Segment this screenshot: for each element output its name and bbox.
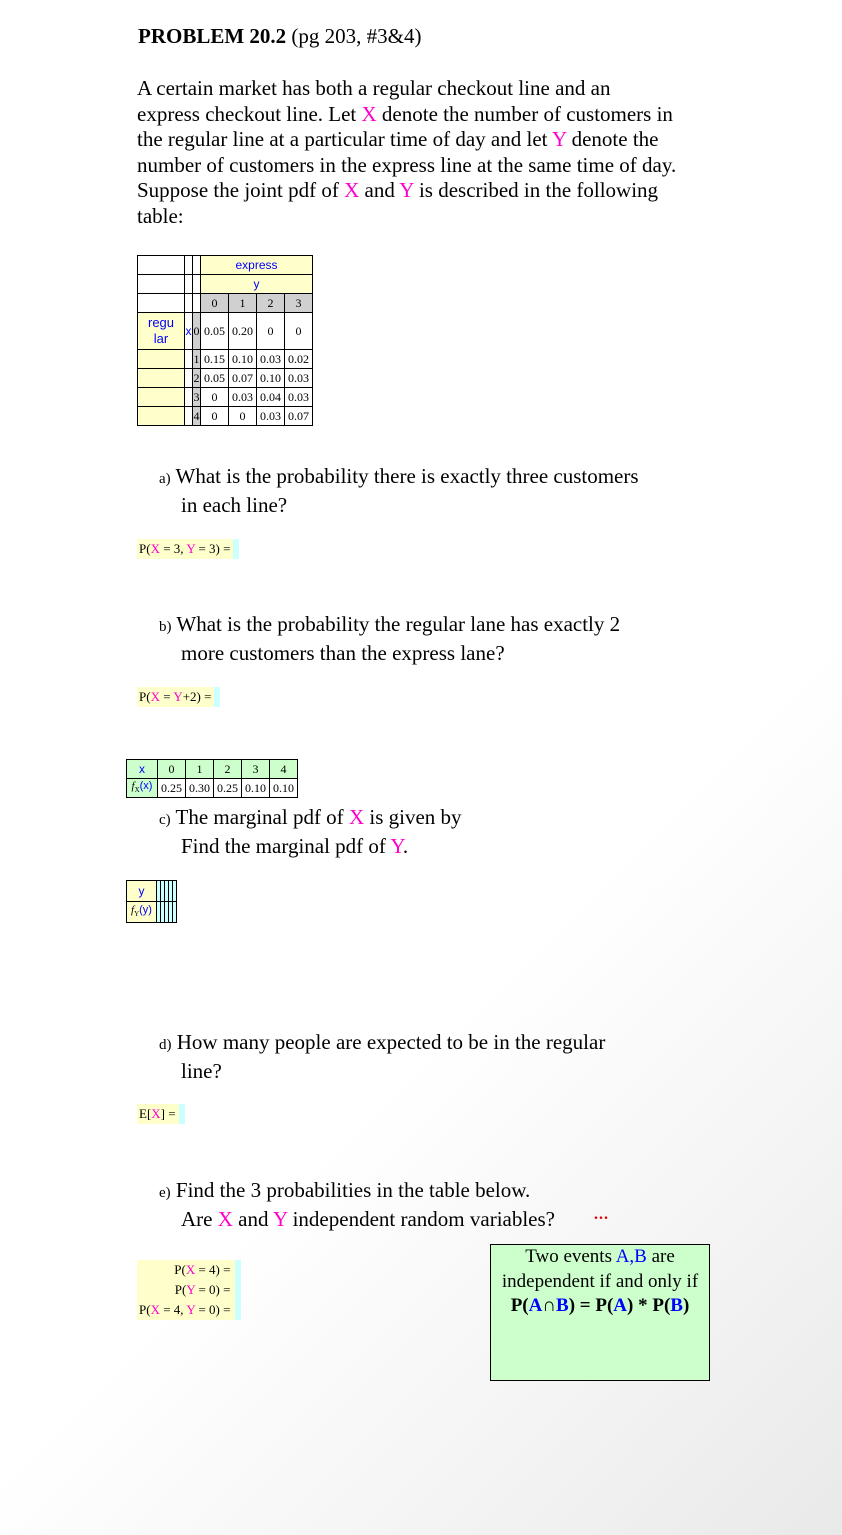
fx-f: f: [131, 780, 135, 793]
joint-cell: 0.03: [257, 350, 285, 369]
express-header: express: [201, 256, 313, 275]
intro-text: A certain market has both a regular checkout line and an express checkout line. Let: [137, 76, 611, 126]
question-b: [159, 611, 620, 666]
joint-cell: 0: [201, 407, 229, 426]
var-y: Y: [272, 1207, 288, 1231]
joint-cell: 0.03: [285, 369, 313, 388]
question-text: How many people are expected to be in the regular: [176, 1030, 606, 1054]
intro-text: and: [359, 178, 400, 203]
question-text: in each line?: [181, 493, 288, 517]
answer-text: +2) =: [182, 689, 212, 704]
table-blank-cell: [138, 369, 185, 388]
table-blank-cell: [193, 256, 201, 275]
answer-text: P(: [139, 541, 151, 556]
fx-arg: (x): [139, 780, 153, 793]
table-blank-cell: [185, 294, 193, 313]
var-y: Y: [186, 1282, 196, 1297]
note-line-2: independent if and only if: [501, 1270, 699, 1292]
answer-input-b[interactable]: [214, 687, 220, 707]
question-text: more customers than the express lane?: [181, 641, 505, 665]
fy-label: [127, 902, 157, 923]
note-event-b: B: [670, 1295, 683, 1316]
note-formula: [491, 1294, 709, 1319]
answer-d: [137, 1104, 185, 1124]
joint-cell: 0: [201, 388, 229, 407]
prob-x4-y0-label: [139, 1300, 230, 1320]
joint-cell: 0: [257, 313, 285, 350]
answer-label: [137, 687, 214, 707]
problem-reference: (pg 203, #3&4): [291, 24, 422, 48]
note-event-b: B: [556, 1295, 569, 1316]
fx-sub: X: [134, 786, 140, 795]
var-x: X: [150, 541, 160, 556]
intro-text: is described in the following table:: [137, 178, 659, 228]
answer-text: = 3,: [159, 541, 187, 556]
joint-cell: 0.03: [257, 407, 285, 426]
answer-text: = 3) =: [195, 541, 231, 556]
note-text: P(: [510, 1295, 529, 1316]
x-value-header: 4: [193, 407, 201, 426]
regular-label-part: lar: [153, 331, 169, 346]
x-value-header: 0: [193, 313, 201, 350]
marginal-x-cell: 0.10: [270, 779, 298, 798]
y-header: y: [201, 275, 313, 294]
joint-cell: 0.03: [285, 388, 313, 407]
x-value-header: 4: [270, 760, 298, 779]
question-text: and: [232, 1207, 273, 1231]
table-blank-cell: [138, 350, 185, 369]
question-text: Find the marginal pdf of: [181, 834, 391, 858]
answer-input-a[interactable]: [233, 539, 239, 559]
regular-label-part: regu: [147, 315, 175, 330]
note-line-1: [491, 1245, 709, 1270]
joint-cell: 0.02: [285, 350, 313, 369]
question-a: [159, 463, 639, 518]
table-blank-cell: [193, 294, 201, 313]
fy-arg: (y): [139, 904, 152, 917]
intersection-symbol: ∩: [542, 1295, 557, 1316]
marginal-y-input[interactable]: [173, 902, 177, 923]
var-x: X: [217, 1207, 233, 1231]
joint-cell: 0.05: [201, 313, 229, 350]
answer-text: ] =: [160, 1106, 176, 1121]
intro-text: denote the number of customers in the express line at the same time of day. Suppose the joint pdf of: [137, 127, 677, 203]
note-event-a: A: [528, 1295, 543, 1316]
joint-cell: 0: [285, 313, 313, 350]
joint-cell: 0.15: [201, 350, 229, 369]
question-letter: b): [159, 619, 172, 635]
question-text: The marginal pdf of: [175, 805, 349, 829]
var-y: Y: [173, 689, 183, 704]
note-event-a: A: [613, 1295, 628, 1316]
joint-cell: 0.10: [229, 350, 257, 369]
fy-sub: Y: [134, 910, 140, 919]
table-blank-cell: [138, 294, 185, 313]
question-text: independent random variables?: [287, 1207, 555, 1231]
x-value-header: 1: [193, 350, 201, 369]
marginal-x-table: [126, 759, 298, 798]
problem-number: PROBLEM 20.2: [138, 24, 287, 48]
prob-x4-label: [139, 1260, 230, 1280]
answer-text: = 4) =: [195, 1262, 231, 1277]
var-x: X: [151, 1106, 161, 1121]
y-header: y: [127, 881, 157, 902]
answer-text: = 4,: [159, 1302, 187, 1317]
fy-f: f: [131, 904, 135, 917]
joint-cell: 0.03: [229, 388, 257, 407]
question-c: [159, 804, 462, 859]
table-blank-cell: [193, 275, 201, 294]
question-d: [159, 1029, 605, 1084]
var-y: Y: [186, 1302, 196, 1317]
table-blank-cell: [138, 407, 185, 426]
problem-statement: [137, 76, 677, 230]
question-letter: c): [159, 812, 171, 828]
note-text: P(: [595, 1295, 614, 1316]
answer-label: [137, 1104, 179, 1124]
marginal-y-table: [126, 880, 177, 923]
answer-text: P(: [139, 1302, 151, 1317]
joint-cell: 0: [229, 407, 257, 426]
answer-text: = 0) =: [195, 1302, 231, 1317]
answer-a: [137, 539, 239, 559]
var-y: Y: [551, 127, 567, 152]
var-y: Y: [390, 834, 403, 858]
probabilities-labels: [137, 1260, 235, 1320]
var-x: X: [150, 1302, 160, 1317]
note-text: P(: [652, 1295, 671, 1316]
question-text: Find the 3 probabilities in the table below.: [175, 1178, 531, 1202]
x-header: x: [127, 760, 158, 779]
answer-text: =: [159, 689, 174, 704]
more-ellipsis-button[interactable]: ...: [594, 1206, 609, 1223]
question-letter: d): [159, 1037, 172, 1053]
fx-label: [127, 779, 158, 798]
note-text: ) =: [568, 1295, 596, 1316]
joint-cell: 0.07: [229, 369, 257, 388]
x-label: x: [185, 313, 193, 350]
joint-cell: 0.10: [257, 369, 285, 388]
y-value-header: 2: [257, 294, 285, 313]
probabilities-e: [137, 1260, 241, 1320]
question-e: [159, 1177, 555, 1232]
joint-cell: 0.04: [257, 388, 285, 407]
answer-text: E[: [139, 1106, 152, 1121]
answer-label: [137, 539, 233, 559]
answer-text: P(: [174, 1282, 187, 1297]
var-y: Y: [399, 178, 414, 203]
var-x: X: [150, 689, 160, 704]
note-text: ) *: [627, 1295, 653, 1316]
question-letter: e): [159, 1185, 171, 1201]
answer-text: P(: [174, 1262, 186, 1277]
table-blank-cell: [185, 369, 193, 388]
note-text: Two events: [525, 1246, 616, 1267]
x-value-header: 3: [193, 388, 201, 407]
question-letter: a): [159, 471, 171, 487]
question-text: Are: [181, 1207, 218, 1231]
question-text: .: [402, 834, 409, 858]
question-text: What is the probability there is exactly three customers: [175, 464, 639, 488]
independence-note: [490, 1244, 710, 1381]
joint-pdf-table: [137, 255, 313, 426]
table-blank-cell: [138, 388, 185, 407]
table-blank-cell: [185, 350, 193, 369]
y-value-header: 3: [285, 294, 313, 313]
x-value-header: 3: [242, 760, 270, 779]
x-value-header: 2: [214, 760, 242, 779]
regular-label: [138, 313, 185, 350]
table-blank-cell: [185, 256, 193, 275]
joint-cell: 0.20: [229, 313, 257, 350]
answer-text: = 0) =: [195, 1282, 231, 1297]
table-blank-cell: [185, 388, 193, 407]
answer-b: [137, 687, 220, 707]
note-events: A,B: [615, 1246, 647, 1267]
answer-input-d[interactable]: [179, 1104, 185, 1124]
marginal-x-cell: 0.25: [158, 779, 186, 798]
note-text: are: [646, 1246, 675, 1267]
var-x: X: [361, 101, 377, 126]
table-blank-cell: [138, 275, 185, 294]
x-value-header: 2: [193, 369, 201, 388]
question-text: is given by: [364, 805, 462, 829]
var-y: Y: [186, 541, 196, 556]
marginal-x-cell: 0.10: [242, 779, 270, 798]
marginal-x-cell: 0.30: [186, 779, 214, 798]
marginal-y-input[interactable]: [173, 881, 177, 902]
question-text: What is the probability the regular lane has exactly 2: [176, 612, 621, 636]
x-value-header: 1: [186, 760, 214, 779]
x-value-header: 0: [158, 760, 186, 779]
y-value-header: 0: [201, 294, 229, 313]
answer-text: P(: [139, 689, 151, 704]
question-text: line?: [181, 1059, 222, 1083]
var-x: X: [185, 1262, 196, 1277]
marginal-x-cell: 0.25: [214, 779, 242, 798]
prob-y0-label: [139, 1280, 230, 1300]
problem-title: [138, 24, 422, 49]
table-blank-cell: [185, 407, 193, 426]
note-text: ): [682, 1295, 690, 1316]
y-value-header: 1: [229, 294, 257, 313]
var-x: X: [344, 178, 360, 203]
intro-text: denote the number of customers in the regular line at a particular time of day and let: [137, 101, 673, 152]
joint-cell: 0.05: [201, 369, 229, 388]
joint-cell: 0.07: [285, 407, 313, 426]
var-x: X: [348, 805, 365, 829]
table-blank-cell: [138, 256, 185, 275]
table-blank-cell: [185, 275, 193, 294]
answer-input-e[interactable]: [235, 1260, 241, 1320]
